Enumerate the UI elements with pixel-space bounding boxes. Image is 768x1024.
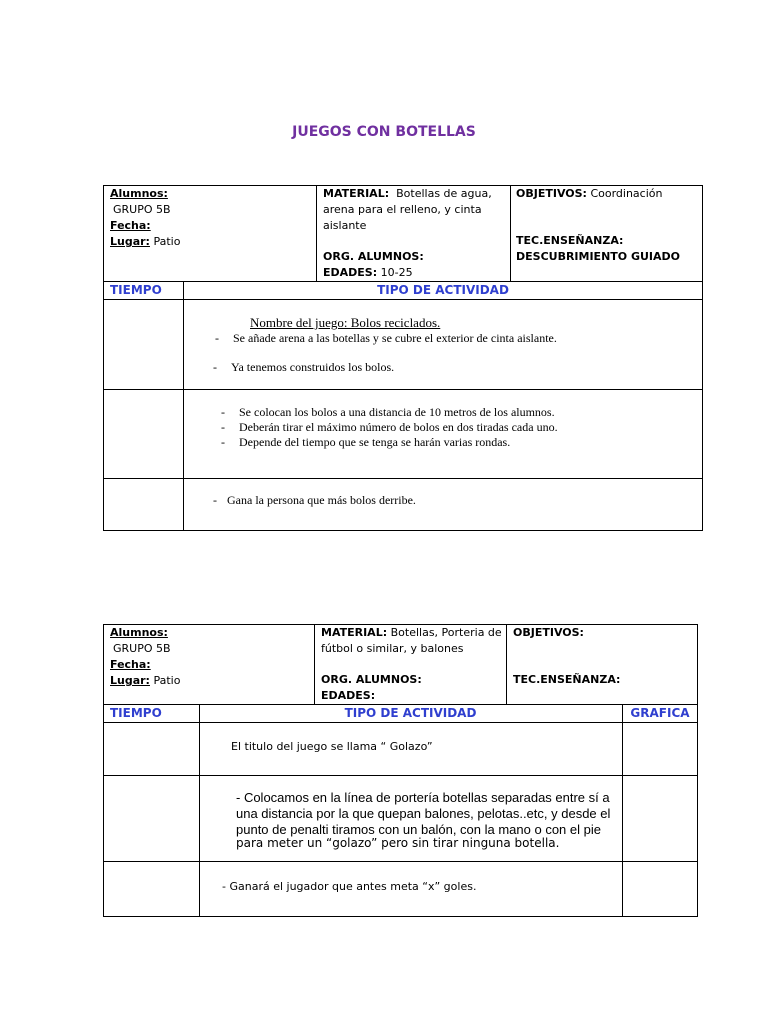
grupo-value: GRUPO 5B bbox=[113, 642, 171, 655]
objetivos-value: Coordinación bbox=[590, 187, 663, 200]
material-line-2: fútbol o similar, y balones bbox=[321, 642, 464, 655]
material-line-2: arena para el relleno, y cinta bbox=[323, 203, 482, 216]
edades-value: 10-25 bbox=[380, 266, 413, 279]
material-line-3: aislante bbox=[323, 219, 367, 232]
fecha-label: Fecha: bbox=[110, 658, 151, 671]
material-label: MATERIAL: bbox=[321, 626, 388, 639]
table-2 bbox=[103, 624, 698, 917]
lugar-row bbox=[110, 673, 180, 689]
grafica-header: GRAFICA bbox=[630, 706, 690, 720]
win-condition-text: - Ganará el jugador que antes meta “x” goles. bbox=[222, 880, 477, 893]
material-row bbox=[321, 625, 502, 641]
material-value: Botellas de agua, bbox=[396, 187, 492, 200]
lugar-value: Patio bbox=[153, 235, 181, 248]
list-item: - Ya tenemos construidos los bolos. bbox=[213, 360, 395, 374]
description-line: - Colocamos en la línea de portería botellas separadas entre sí a bbox=[236, 790, 610, 805]
list-item: - Depende del tiempo que se tenga se harán varias rondas. bbox=[221, 435, 511, 449]
lugar-value: Patio bbox=[153, 674, 181, 687]
description-line: una distancia por la que quepan balones, pelotas..etc, y desde el bbox=[236, 806, 611, 821]
material-row bbox=[323, 186, 492, 202]
list-item: - Se añade arena a las botellas y se cubre el exterior de cinta aislante. bbox=[215, 331, 557, 345]
actividad-header: TIPO DE ACTIVIDAD bbox=[344, 706, 477, 720]
material-value-2: Porteria de bbox=[441, 626, 502, 639]
objetivos-label: OBJETIVOS: bbox=[516, 187, 587, 200]
description-line: para meter un “golazo” pero sin tirar ninguna botella. bbox=[236, 836, 560, 850]
tiempo-header: TIEMPO bbox=[110, 706, 162, 720]
tec-ensenanza-label: TEC.ENSEÑANZA: bbox=[516, 234, 624, 247]
list-item: - Gana la persona que más bolos derribe. bbox=[213, 493, 416, 507]
edades-row bbox=[323, 265, 413, 281]
description-line: punto de penalti tiramos con un balón, con la mano o con el pie bbox=[236, 822, 601, 837]
objetivos-row bbox=[516, 186, 662, 202]
alumnos-label: Alumnos: bbox=[110, 187, 168, 200]
objetivos-label: OBJETIVOS: bbox=[513, 626, 584, 639]
list-item: - Se colocan los bolos a una distancia de 10 metros de los alumnos. bbox=[221, 405, 555, 419]
tec-ensenanza-value: DESCUBRIMIENTO GUIADO bbox=[516, 250, 681, 263]
material-value: Botellas, bbox=[390, 626, 439, 639]
lugar-label: Lugar: bbox=[110, 674, 150, 687]
org-alumnos-label: ORG. ALUMNOS: bbox=[323, 250, 424, 263]
game-title-text: El titulo del juego se llama “ Golazo” bbox=[231, 740, 433, 753]
org-alumnos-label: ORG. ALUMNOS: bbox=[321, 673, 422, 686]
grupo-value: GRUPO 5B bbox=[113, 203, 171, 216]
tec-ensenanza-label: TEC.ENSEÑANZA: bbox=[513, 673, 621, 686]
tiempo-header: TIEMPO bbox=[110, 283, 162, 297]
list-item: - Deberán tirar el máximo número de bolos en dos tiradas cada uno. bbox=[221, 420, 558, 434]
actividad-header: TIPO DE ACTIVIDAD bbox=[377, 283, 509, 297]
material-label: MATERIAL: bbox=[323, 187, 390, 200]
alumnos-label: Alumnos: bbox=[110, 626, 168, 639]
page-title: JUEGOS CON BOTELLAS bbox=[292, 124, 476, 140]
fecha-label: Fecha: bbox=[110, 219, 151, 232]
lugar-row bbox=[110, 234, 180, 250]
game-name: Nombre del juego: Bolos reciclados. bbox=[250, 315, 441, 330]
edades-label: EDADES: bbox=[321, 689, 376, 702]
lugar-label: Lugar: bbox=[110, 235, 150, 248]
edades-label: EDADES: bbox=[323, 266, 378, 279]
